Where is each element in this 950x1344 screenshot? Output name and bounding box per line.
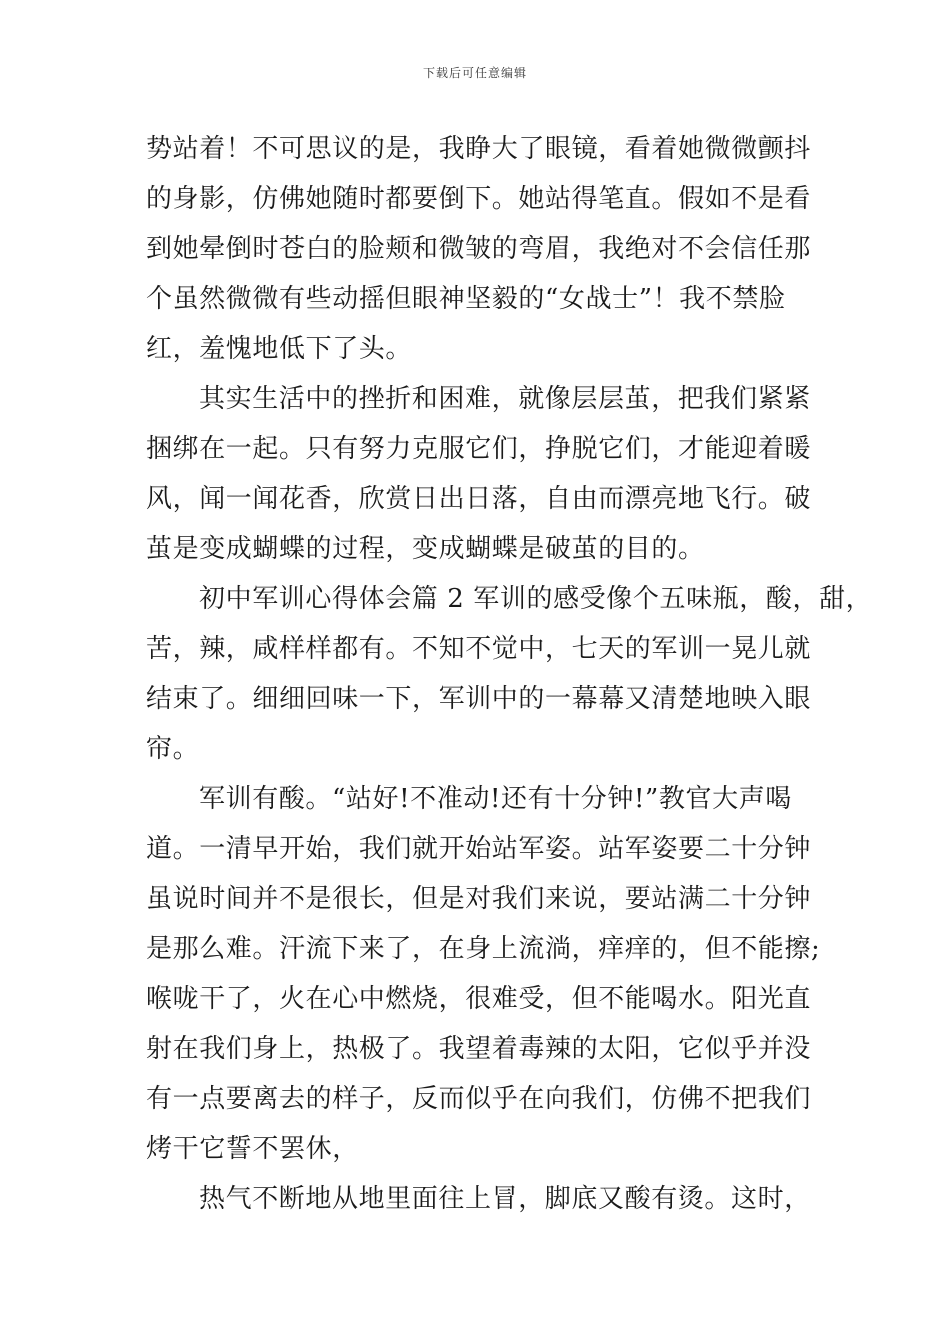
text-line: 捆绑在一起。只有努力克服它们，挣脱它们，才能迎着暖 [146, 434, 812, 464]
text-line: 道。一清早开始，我们就开始站军姿。站军姿要二十分钟 [146, 834, 812, 864]
text-line: 势站着！不可思议的是，我睁大了眼镜，看着她微微颤抖 [146, 134, 812, 164]
paragraph-first-line: 热气不断地从地里面往上冒，脚底又酸有烫。这时， [199, 1184, 811, 1214]
text-line: 结束了。细细回味一下，军训中的一幕幕又清楚地映入眼 [146, 684, 812, 714]
paragraph-first-line: 初中军训心得体会篇 2 军训的感受像个五味瓶，酸，甜， [199, 584, 873, 614]
document-body [146, 124, 873, 1224]
text-line: 有一点要离去的样子，反而似乎在向我们，仿佛不把我们 [146, 1084, 812, 1114]
text-line: 茧是变成蝴蝶的过程，变成蝴蝶是破茧的目的。 [146, 534, 705, 564]
paragraph-first-line: 其实生活中的挫折和困难，就像层层茧，把我们紧紧 [199, 384, 811, 414]
text-line: 风，闻一闻花香，欣赏日出日落，自由而漂亮地飞行。破 [146, 484, 812, 514]
paragraph-first-line: 军训有酸。“站好!不准动!还有十分钟!”教官大声喝 [199, 784, 792, 814]
text-line: 是那么难。汗流下来了，在身上流淌，痒痒的，但不能擦; [146, 934, 821, 964]
text-line: 红，羞愧地低下了头。 [146, 334, 413, 364]
text-line: 个虽然微微有些动摇但眼神坚毅的“女战士”！我不禁脸 [146, 284, 786, 314]
text-line: 烤干它誓不罢休， [146, 1134, 359, 1164]
text-line: 苦，辣，咸样样都有。不知不觉中，七天的军训一晃儿就 [146, 634, 812, 664]
text-line: 到她晕倒时苍白的脸颊和微皱的弯眉，我绝对不会信任那 [146, 234, 812, 264]
text-line: 帘。 [146, 734, 200, 764]
text-line: 射在我们身上，热极了。我望着毒辣的太阳，它似乎并没 [146, 1034, 812, 1064]
text-line: 的身影，仿佛她随时都要倒下。她站得笔直。假如不是看 [146, 184, 812, 214]
text-line: 虽说时间并不是很长，但是对我们来说，要站满二十分钟 [146, 884, 812, 914]
page-header: 下载后可任意编辑 [422, 66, 527, 80]
text-line: 喉咙干了，火在心中燃烧，很难受，但不能喝水。阳光直 [146, 984, 812, 1014]
